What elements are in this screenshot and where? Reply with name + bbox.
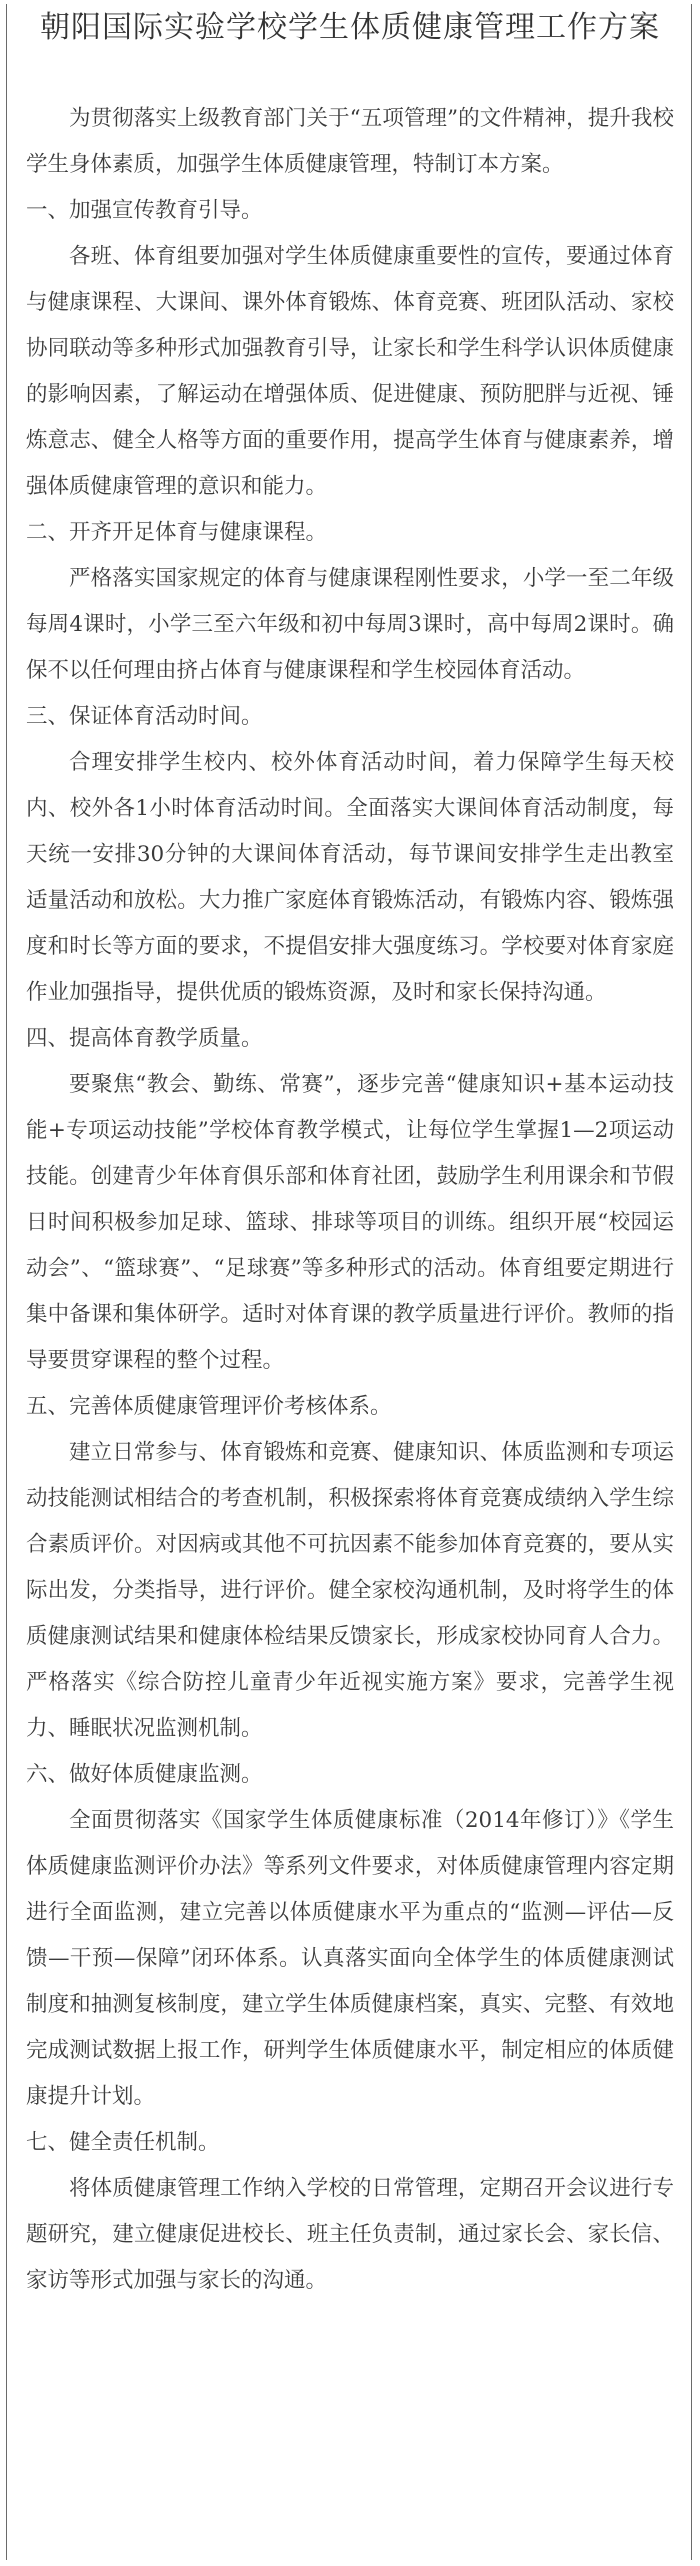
section-body-3: 合理安排学生校内、校外体育活动时间，着力保障学生每天校内、校外各1小时体育活动时间。全面落实大课间体育活动制度，每天统一安排30分钟的大课间体育活动，每节课间安排学生走出教室适量活动和放松。大力推广家庭体育锻炼活动，有锻炼内容、锻炼强度和时长等方面的要求，不提倡安排大强度练习。学校要对体育家庭作业加强指导，提供优质的锻炼资源，及时和家长保持沟通。 [26, 750, 674, 1005]
section-body-7: 将体质健康管理工作纳入学校的日常管理，定期召开会议进行专题研究，建立健康促进校长、班主任负责制，通过家长会、家长信、家访等形式加强与家长的沟通。 [26, 2176, 674, 2293]
section-heading-6: 六、做好体质健康监测。 [26, 1762, 263, 1787]
section-heading-4: 四、提高体育教学质量。 [26, 1026, 263, 1051]
section-body-1: 各班、体育组要加强对学生体质健康重要性的宣传，要通过体育与健康课程、大课间、课外体育锻炼、体育竞赛、班团队活动、家校协同联动等多种形式加强教育引导，让家长和学生科学认识体质健康的影响因素，了解运动在增强体质、促进健康、预防肥胖与近视、锤炼意志、健全人格等方面的重要作用，提高学生体育与健康素养，增强体质健康管理的意识和能力。 [26, 244, 674, 499]
intro-paragraph: 为贯彻落实上级教育部门关于“五项管理”的文件精神，提升我校学生身体素质，加强学生体质健康管理，特制订本方案。 [26, 106, 674, 177]
section-heading-1: 一、加强宣传教育引导。 [26, 198, 263, 223]
document-title: 朝阳国际实验学校学生体质健康管理工作方案 [40, 10, 660, 45]
section-heading-7: 七、健全责任机制。 [26, 2130, 220, 2155]
section-heading-5: 五、完善体质健康管理评价考核体系。 [26, 1394, 392, 1419]
section-body-5: 建立日常参与、体育锻炼和竞赛、健康知识、体质监测和专项运动技能测试相结合的考查机制，积极探索将体育竞赛成绩纳入学生综合素质评价。对因病或其他不可抗因素不能参加体育竞赛的，要从实际出发，分类指导，进行评价。健全家校沟通机制，及时将学生的体质健康测试结果和健康体检结果反馈家长，形成家校协同育人合力。严格落实《综合防控儿童青少年近视实施方案》要求，完善学生视力、睡眠状况监测机制。 [26, 1440, 674, 1741]
document-body [26, 96, 674, 2304]
section-heading-2: 二、开齐开足体育与健康课程。 [26, 520, 328, 545]
section-body-4: 要聚焦“教会、勤练、常赛”，逐步完善“健康知识+基本运动技能+专项运动技能”学校体育教学模式，让每位学生掌握1—2项运动技能。创建青少年体育俱乐部和体育社团，鼓励学生利用课余和节假日时间积极参加足球、篮球、排球等项目的训练。组织开展“校园运动会”、“篮球赛”、“足球赛”等多种形式的活动。体育组要定期进行集中备课和集体研学。适时对体育课的教学质量进行评价。教师的指导要贯穿课程的整个过程。 [26, 1072, 674, 1373]
section-heading-3: 三、保证体育活动时间。 [26, 704, 263, 729]
section-body-2: 严格落实国家规定的体育与健康课程刚性要求，小学一至二年级每周4课时，小学三至六年级和初中每周3课时，高中每周2课时。确保不以任何理由挤占体育与健康课程和学生校园体育活动。 [26, 566, 674, 683]
section-body-6: 全面贯彻落实《国家学生体质健康标准（2014年修订）》《学生体质健康监测评价办法》等系列文件要求，对体质健康管理内容定期进行全面监测，建立完善以体质健康水平为重点的“监测—评估—反馈—干预—保障”闭环体系。认真落实面向全体学生的体质健康测试制度和抽测复核制度，建立学生体质健康档案，真实、完整、有效地完成测试数据上报工作，研判学生体质健康水平，制定相应的体质健康提升计划。 [26, 1808, 674, 2109]
